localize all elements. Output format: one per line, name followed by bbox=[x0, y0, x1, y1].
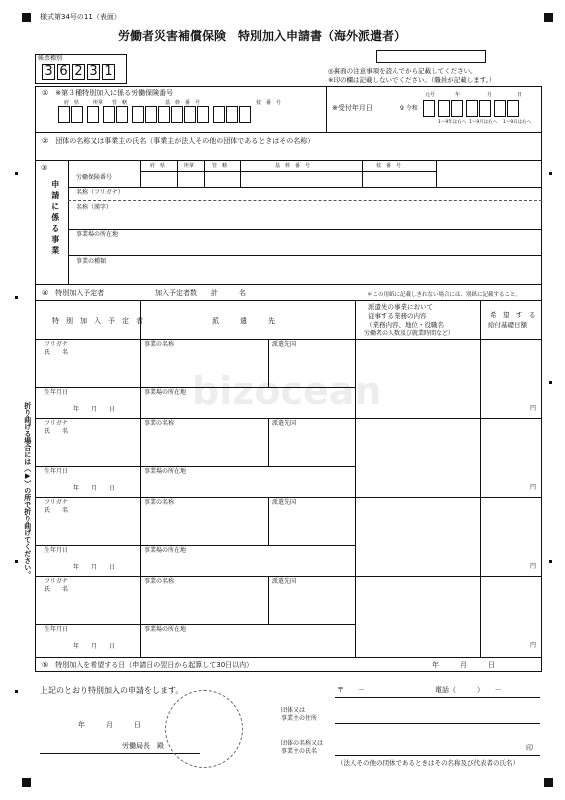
planned-count: 加入予定者数 計 名 bbox=[155, 289, 246, 297]
row-dest-country-label: 派遣先国 bbox=[272, 499, 297, 506]
fold-dot bbox=[15, 560, 18, 563]
sub-label: 管 轄 bbox=[112, 100, 128, 106]
registration-mark bbox=[544, 13, 553, 22]
applicant-name-field[interactable] bbox=[36, 498, 139, 544]
page-title: 労働者災害補償保険 特別加入申請書（海外派遣者） bbox=[118, 29, 407, 43]
section4-label: ④ 特別加入予定者 bbox=[42, 289, 105, 297]
row-birth-date[interactable]: 年 月 日 bbox=[73, 406, 116, 413]
name-kana-label: 名称（フリガナ） bbox=[76, 189, 124, 196]
work-content-field[interactable] bbox=[356, 577, 479, 654]
note-line: ◎裏面の注意事項を読んでから記載してください。 bbox=[328, 67, 477, 75]
fold-dot bbox=[15, 690, 18, 693]
row-name-label: 氏 名 bbox=[44, 349, 69, 356]
sub-label: 枝 番 号 bbox=[376, 163, 402, 169]
address-owner-label: 団体又は bbox=[281, 707, 306, 714]
row-birth-date[interactable]: 年 月 日 bbox=[73, 564, 116, 571]
col-work: 派遣先の事業において bbox=[368, 303, 433, 311]
sub-label: 府 県 bbox=[150, 163, 166, 169]
section4-footnote: ＊この用紙に記載しきれない場合には、別紙に記載すること。 bbox=[367, 292, 522, 298]
date-head: 月 bbox=[487, 92, 493, 98]
registration-mark bbox=[22, 13, 31, 22]
name-kanji-label: 名称（漢字） bbox=[76, 204, 113, 211]
sub-label: 府 県 bbox=[64, 100, 80, 106]
watermark: bizocean bbox=[192, 369, 382, 413]
row-birth-label: 生年月日 bbox=[44, 468, 69, 475]
row-yen: 円 bbox=[530, 405, 537, 412]
sub-label: 管 轄 bbox=[212, 163, 228, 169]
applicant-name-field[interactable] bbox=[36, 419, 139, 465]
section5-date[interactable]: 年 月 日 bbox=[432, 661, 495, 669]
labor-number-label: 労働保険番号 bbox=[76, 174, 113, 181]
registration-mark bbox=[22, 778, 31, 787]
address-owner-label: 事業主の住所 bbox=[281, 715, 318, 722]
receipt-date-boxes[interactable] bbox=[423, 100, 538, 118]
phone-number[interactable]: 電話（ ） － bbox=[435, 686, 502, 694]
business-type-label: 事業の種類 bbox=[76, 258, 107, 265]
row-dest-country-label: 派遣先国 bbox=[272, 420, 297, 427]
section2-label: ② 団体の名称又は事業主の氏名（事業主が法人その他の団体であるときはその名称） bbox=[42, 137, 315, 145]
sub-label: 枝 番 号 bbox=[256, 100, 282, 106]
row-birth-label: 生年月日 bbox=[44, 547, 69, 554]
ledger-digit: 3 bbox=[87, 64, 100, 80]
fold-dot bbox=[15, 296, 18, 299]
insurance-number-boxes[interactable] bbox=[58, 106, 313, 124]
statement: 上記のとおり特別加入の申請をします。 bbox=[40, 686, 184, 695]
daily-wage-field[interactable] bbox=[481, 577, 541, 654]
applicant-name-field[interactable] bbox=[36, 577, 139, 623]
row-dest-name-label: 事業の名称 bbox=[144, 341, 175, 348]
daily-wage-field[interactable] bbox=[481, 498, 541, 575]
registration-mark bbox=[544, 778, 553, 787]
owner-name-label: 団体の名称又は bbox=[281, 740, 324, 747]
daily-wage-field[interactable] bbox=[481, 419, 541, 496]
reference-box[interactable] bbox=[376, 50, 486, 63]
col-person: 特 別 加 入 予 定 者 bbox=[52, 317, 143, 325]
range-note: 1～9年は右へ bbox=[438, 120, 467, 125]
sub-label: 所掌 bbox=[93, 100, 104, 106]
postal-code[interactable]: 〒 － bbox=[337, 686, 365, 694]
application-date[interactable]: 年 月 日 bbox=[78, 721, 141, 729]
ledger-digit: 2 bbox=[72, 64, 85, 80]
range-note: 1～9日は右へ bbox=[503, 120, 532, 125]
col-work: 労働者の人数及び就業時間など） bbox=[364, 330, 455, 337]
sub-label: 基 幹 番 号 bbox=[275, 163, 311, 169]
col-wage: 希 望 す る bbox=[490, 311, 536, 319]
col-work: 従事する業務の内容 bbox=[368, 312, 427, 320]
section1-label: ① ※第３種特別加入に係る労働保険番号 bbox=[42, 89, 174, 97]
ledger-label: 帳票種別 bbox=[38, 55, 63, 62]
fold-dot bbox=[549, 172, 552, 175]
note-line: ※印の欄は記載しないでください。（職員が記載します。） bbox=[328, 76, 496, 84]
row-name-label: 氏 名 bbox=[44, 428, 69, 435]
row-furigana-label: フリガナ bbox=[44, 341, 68, 348]
ledger-digit: 6 bbox=[57, 64, 70, 80]
fold-dot bbox=[549, 560, 552, 563]
sub-label: 所掌 bbox=[184, 163, 195, 169]
row-furigana-label: フリガナ bbox=[44, 499, 68, 506]
row-yen: 円 bbox=[530, 642, 537, 649]
date-head: 日 bbox=[517, 92, 523, 98]
row-name-label: 氏 名 bbox=[44, 586, 69, 593]
row-furigana-label: フリガナ bbox=[44, 578, 68, 585]
row-name-label: 氏 名 bbox=[44, 507, 69, 514]
receipt-label: ※受付年月日 bbox=[332, 104, 373, 112]
col-destination: 派 遣 先 bbox=[212, 317, 275, 325]
row-dest-address-label: 事業場の所在地 bbox=[144, 547, 187, 554]
daily-wage-field[interactable] bbox=[481, 340, 541, 417]
row-yen: 円 bbox=[530, 484, 537, 491]
form-number: 様式第34号の11（表面） bbox=[40, 13, 121, 21]
bureau-chief: 労働局長 殿 bbox=[122, 742, 164, 750]
row-dest-country-label: 派遣先国 bbox=[272, 578, 297, 585]
row-dest-country-label: 派遣先国 bbox=[272, 341, 297, 348]
work-content-field[interactable] bbox=[356, 419, 479, 496]
owner-name-note: （法人その他の団体であるときはその名称及び代表者の氏名） bbox=[337, 759, 519, 767]
address-label: 事業場の所在地 bbox=[76, 231, 119, 238]
fold-note: 折り曲げる場合には（▶）の所で折り曲げてください。 bbox=[23, 402, 32, 578]
section3-vertical-label: 申請に係る事業 bbox=[50, 180, 60, 257]
col-work: （業務内容、地位・役職名 bbox=[366, 321, 444, 329]
seal-mark: 印 bbox=[526, 744, 533, 752]
fold-dot bbox=[15, 172, 18, 175]
work-content-field[interactable] bbox=[356, 498, 479, 575]
row-birth-label: 生年月日 bbox=[44, 626, 69, 633]
row-dest-name-label: 事業の名称 bbox=[144, 499, 175, 506]
seal-receipt-circle bbox=[165, 690, 243, 768]
applicant-name-field[interactable] bbox=[36, 340, 139, 386]
row-furigana-label: フリガナ bbox=[44, 420, 68, 427]
row-birth-label: 生年月日 bbox=[44, 389, 69, 396]
row-dest-address-label: 事業場の所在地 bbox=[144, 626, 187, 633]
date-head: 元号 bbox=[425, 92, 436, 98]
ledger-digit: 3 bbox=[42, 64, 55, 80]
sub-label: 基 幹 番 号 bbox=[165, 100, 201, 106]
row-dest-address-label: 事業場の所在地 bbox=[144, 389, 187, 396]
section5-label: ⑤ 特別加入を希望する日（申請日の翌日から起算して30日以内） bbox=[42, 661, 254, 669]
row-birth-date[interactable]: 年 月 日 bbox=[73, 485, 116, 492]
date-head: 年 bbox=[455, 92, 461, 98]
section3-num: ③ bbox=[41, 164, 48, 172]
row-yen: 円 bbox=[530, 563, 537, 570]
range-note: 1～9月は右へ bbox=[469, 120, 498, 125]
row-dest-name-label: 事業の名称 bbox=[144, 578, 175, 585]
ledger-digit: 1 bbox=[102, 64, 115, 80]
receipt-era: 9 令和 bbox=[400, 105, 418, 112]
col-wage: 給付基礎日額 bbox=[488, 321, 527, 329]
row-birth-date[interactable]: 年 月 日 bbox=[73, 643, 116, 650]
fold-dot bbox=[549, 381, 552, 384]
owner-name-label: 事業主の氏名 bbox=[281, 748, 318, 755]
row-dest-address-label: 事業場の所在地 bbox=[144, 468, 187, 475]
row-dest-name-label: 事業の名称 bbox=[144, 420, 175, 427]
